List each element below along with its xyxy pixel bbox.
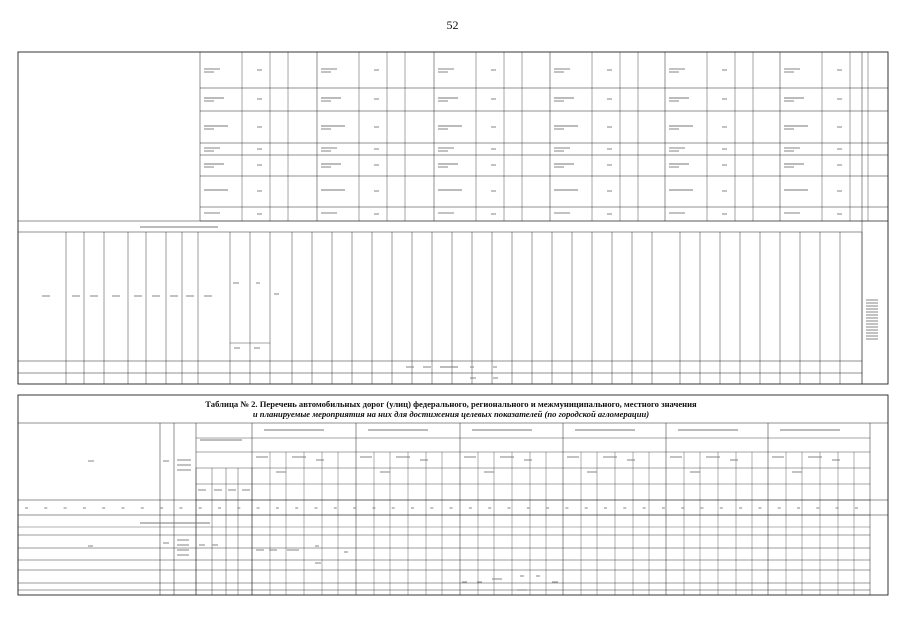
table-2-title (18, 399, 884, 419)
page-number: 52 (446, 18, 459, 32)
table-2-title-line-1: Таблица № 2. Перечень автомобильных дорог (улиц) федерального, регионального и межмуниципального, местного значения (205, 399, 697, 409)
table-2-title-line-2: и планируемые мероприятия на них для достижения целевых показателей (по городской агломерации) (252, 409, 650, 419)
upper-table-border (18, 52, 888, 384)
table-2-border (18, 395, 888, 595)
